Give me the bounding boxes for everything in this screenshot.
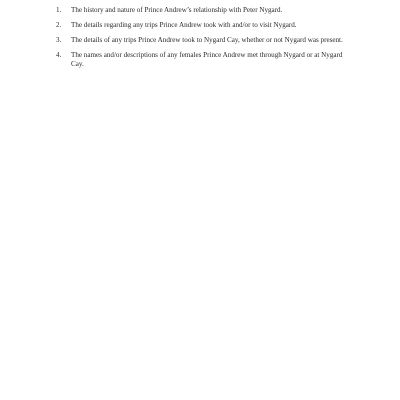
list-item (56, 51, 356, 70)
list-item (56, 36, 356, 45)
list-item-text: The details regarding any trips Prince Andrew took with and/or to visit Nygard. (71, 21, 297, 29)
numbered-list (56, 6, 356, 75)
list-item (56, 21, 356, 30)
list-item (56, 6, 356, 15)
list-item-number: 3. (56, 36, 62, 44)
list-item-number: 2. (56, 21, 62, 29)
list-item-number: 1. (56, 6, 62, 14)
list-item-text: The details of any trips Prince Andrew took to Nygard Cay, whether or not Nygard was present. (71, 36, 343, 44)
list-item-text: The history and nature of Prince Andrew’s relationship with Peter Nygard. (71, 6, 283, 14)
list-item-text: The names and/or descriptions of any females Prince Andrew met through Nygard or at Nygard Cay. (71, 51, 343, 69)
list-item-number: 4. (56, 51, 62, 59)
